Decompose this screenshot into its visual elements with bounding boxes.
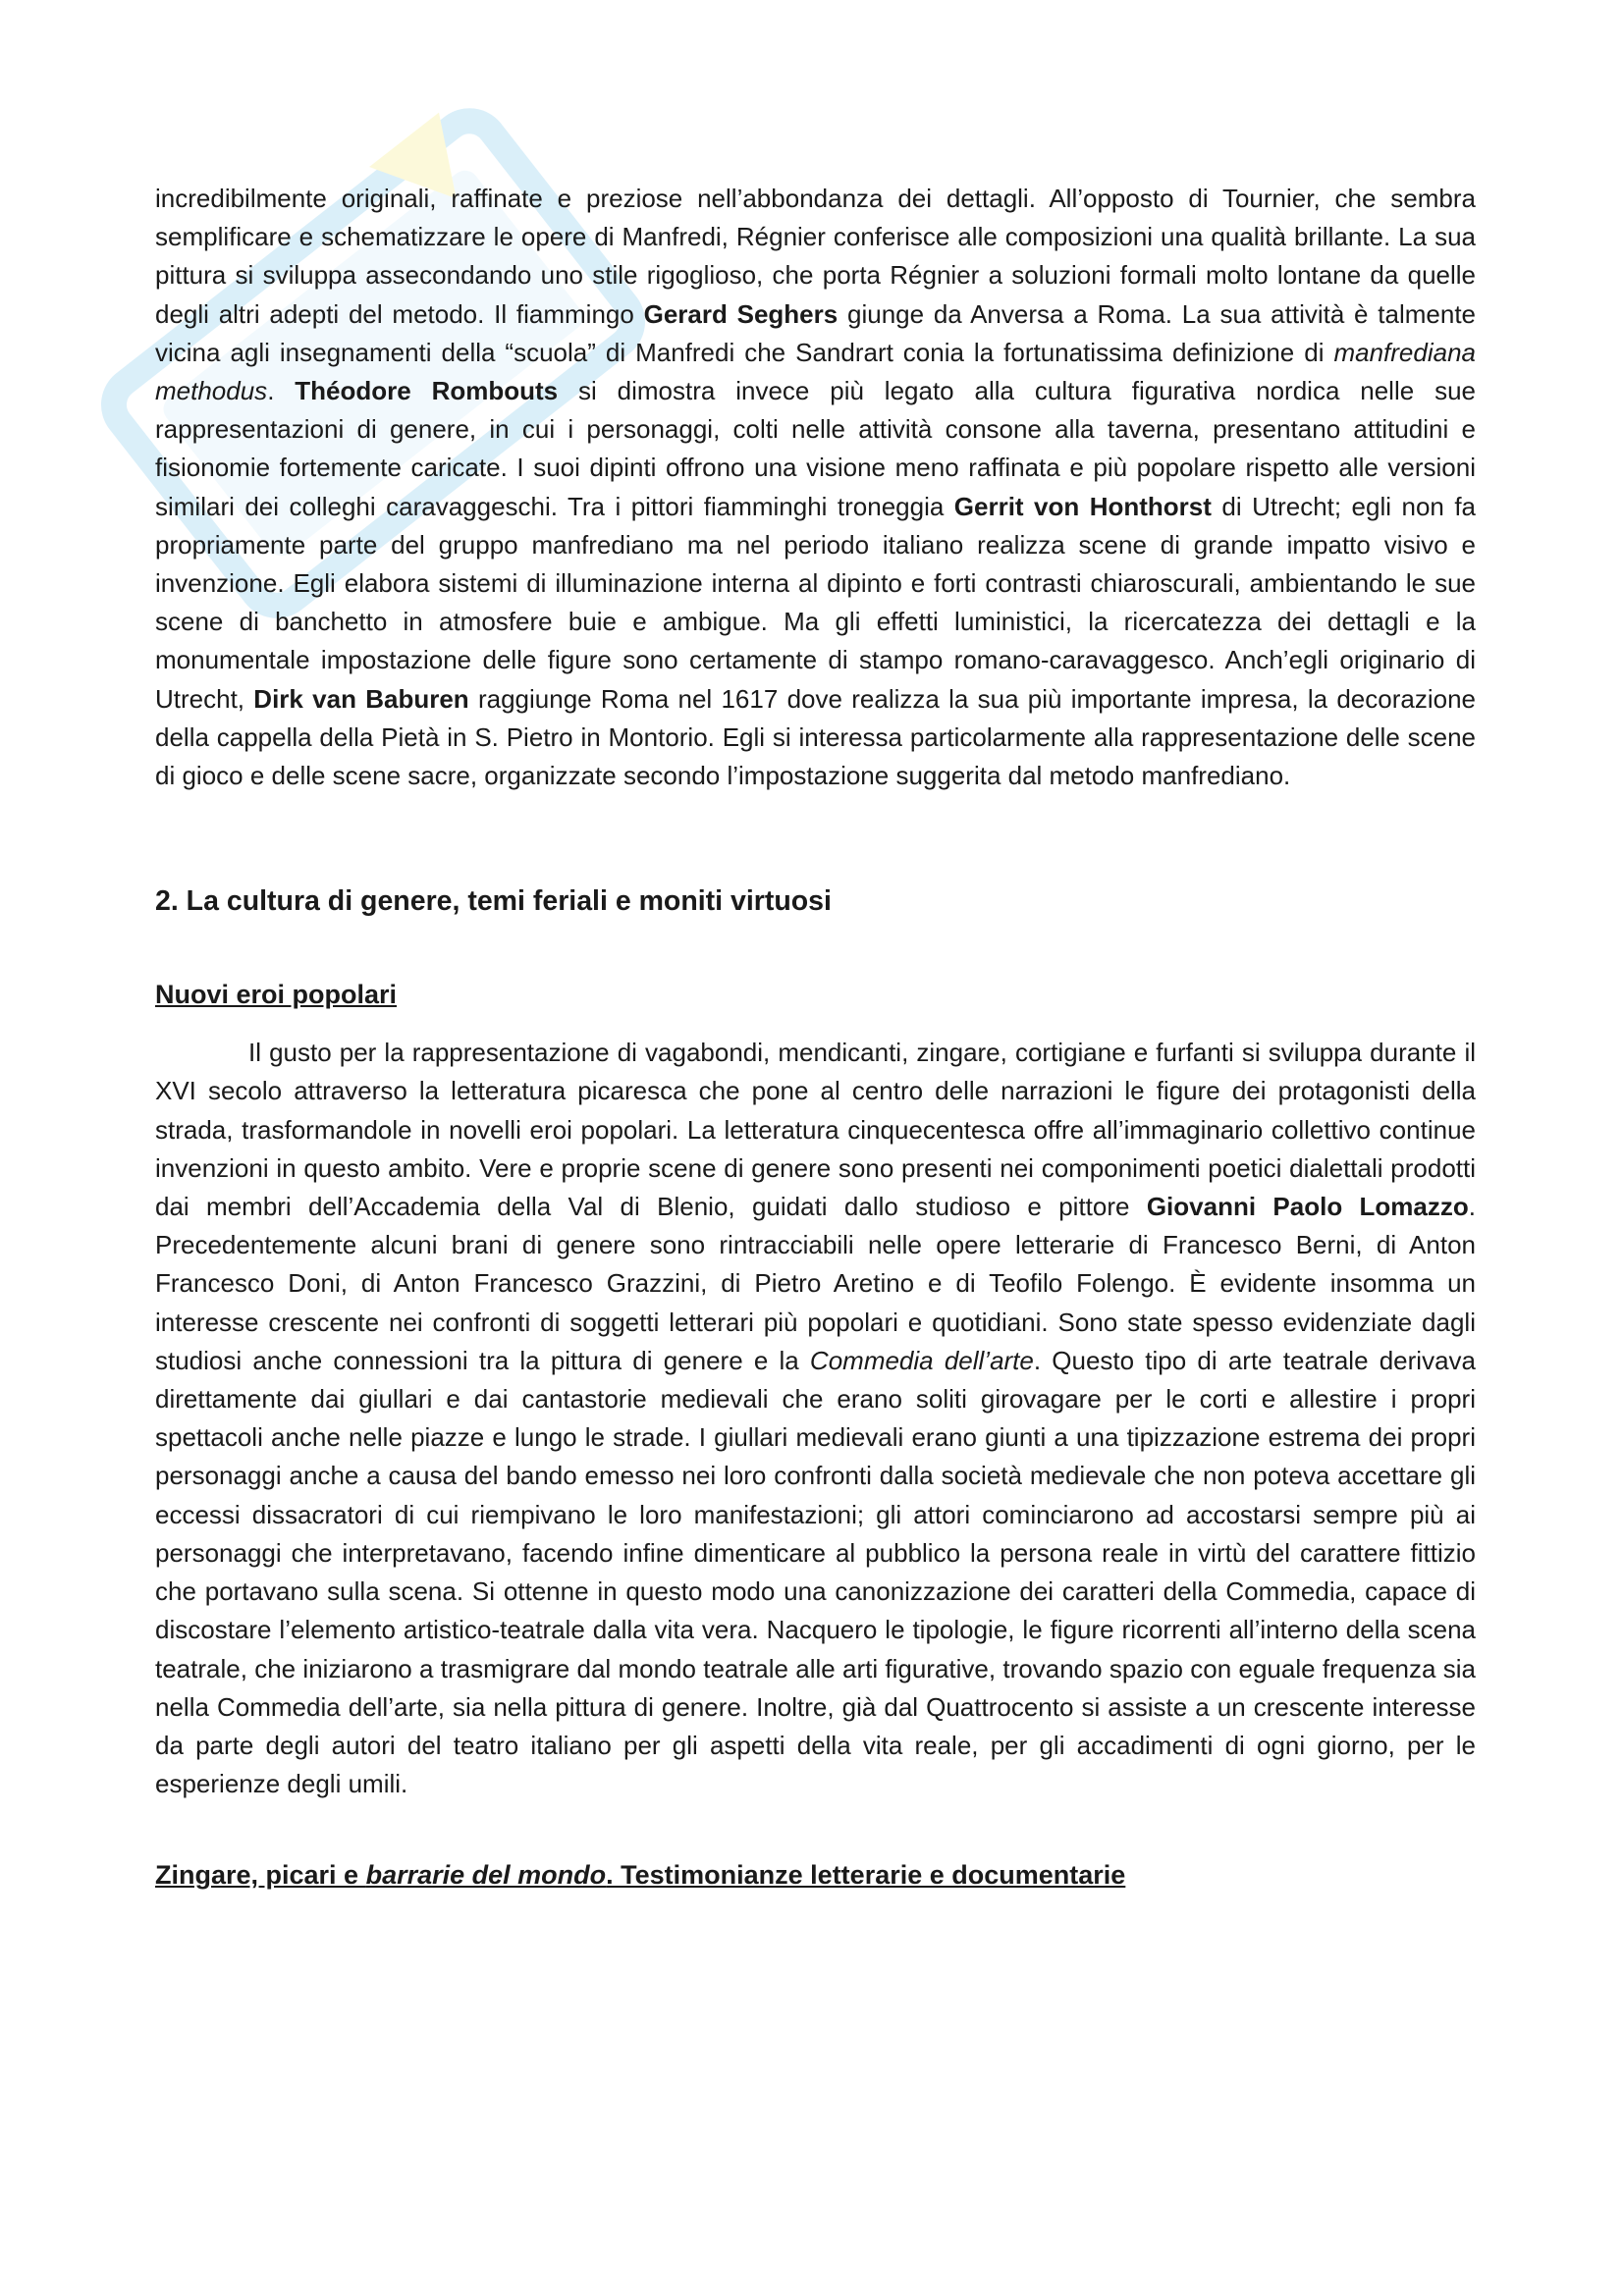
text-run: . Precedentemente alcuni brani di genere sono rintracciabili nelle opere letterarie di Francesco Berni, di Anton Francesco Doni, di Anton Francesco Grazzini, di Pietro Aretino e di Teofilo Folengo. È evidente insomma un interesse crescente nei confronti di soggetti letterari più popolari e quotidiani. Sono state spesso evidenziate dagli studiosi anche connessioni tra la pittura di genere e la: [155, 1192, 1477, 1375]
subsection-heading-zingare: [155, 1860, 1476, 1891]
text-run: di Utrecht; egli non fa propriamente parte del gruppo manfrediano ma nel periodo italiano realizza scene di grande impatto visivo e invenzione. Egli elabora sistemi di illuminazione interna al dipinto e forti contrasti chiaroscurali, ambientando le sue scene di banchetto in atmosfere buie e ambigue. Ma gli effetti luministici, la ricercatezza dei dettagli e la monumentale impostazione delle figure sono certamente di stampo romano-caravaggesco. Anch’egli originario di Utrecht,: [155, 491, 1476, 714]
text-run: .: [267, 376, 296, 406]
paragraph-nuovi-eroi: [155, 1034, 1476, 1803]
document-page: [155, 180, 1476, 1891]
paragraph-painters: [155, 180, 1476, 795]
text-run: si dimostra invece più legato alla cultura figurativa nordica nelle sue rappresentazioni di genere, in cui i personaggi, colti nelle attività consone alla taverna, presentano attitudini e fisionomie fortemente caricate. I suoi dipinti offrono una visione meno raffinata e più popolare rispetto alle versioni similari dei colleghi caravaggeschi. Tra i pittori fiamminghi troneggia: [155, 376, 1476, 521]
name-gerard-seghers: Gerard Seghers: [643, 298, 839, 329]
name-dirk-van-baburen: Dirk van Baburen: [253, 683, 469, 714]
term-manfrediana-methodus: manfrediana methodus: [155, 337, 1476, 406]
subsection-heading-nuovi-eroi: Nuovi eroi popolari: [155, 980, 398, 1010]
term-commedia-dellarte: Commedia dell’arte: [809, 1345, 1034, 1375]
name-theodore-rombouts: Théodore Rombouts: [295, 376, 559, 406]
text-run: incredibilmente originali, raffinate e preziose nell’abbondanza dei dettagli. All’opposto di Tournier, che sembra semplificare e schematizzare le opere di Manfredi, Régnier conferisce alle composizioni una qualità brillante. La sua pittura si sviluppa assecondando uno stile rigoglioso, che porta Régnier a soluzioni formali molto lontane da quelle degli altri adepti del metodo. Il fiammingo: [155, 184, 1476, 329]
section-heading: 2. La cultura di genere, temi feriali e moniti virtuosi: [155, 885, 832, 918]
text-run: raggiunge Roma nel 1617 dove realizza la sua più importante impresa, la decorazione della cappella della Pietà in S. Pietro in Montorio. Egli si interessa particolarmente alla rappresentazione delle scene di gioco e delle scene sacre, organizzate secondo l’impostazione suggerita dal metodo manfrediano.: [155, 683, 1476, 791]
heading-run: Zingare, picari e: [155, 1860, 366, 1891]
heading-italic-run: barrarie del mondo: [365, 1860, 607, 1891]
text-run: giunge da Anversa a Roma. La sua attività è talmente vicina agli insegnamenti della “scuola” di Manfredi che Sandrart conia la fortunatissima definizione di: [155, 298, 1477, 367]
heading-run: . Testimonianze letterarie e documentarie: [606, 1860, 1126, 1891]
text-run: Il gusto per la rappresentazione di vagabondi, mendicanti, zingare, cortigiane e furfanti si sviluppa durante il XVI secolo attraverso la letteratura picaresca che pone al centro delle narrazioni le figure dei protagonisti della strada, trasformandole in novelli eroi popolari. La letteratura cinquecentesca offre all’immaginario collettivo continue invenzioni in questo ambito. Vere e proprie scene di genere sono presenti nei componimenti poetici dialettali prodotti dai membri dell’Accademia della Val di Blenio, guidati dallo studioso e pittore: [155, 1038, 1476, 1222]
text-run: . Questo tipo di arte teatrale derivava direttamente dai giullari e dai cantastorie medievali che erano soliti girovagare per le corti e allestire i propri spettacoli anche nelle piazze e lungo le strade. I giullari medievali erano giunti a una tipizzazione estrema dei propri personaggi anche a causa del bando emesso nei loro confronti dalla società medievale che non poteva accettare gli eccessi dissacratori di cui riempivano le loro manifestazioni; gli attori cominciarono ad accostarsi sempre più ai personaggi che interpretavano, facendo infine dimenticare al pubblico la persona reale in virtù del carattere fittizio che portavano sulla scena. Si ottenne in questo modo una canonizzazione dei caratteri della Commedia, capace di discostare l’elemento artistico-teatrale dalla vita vera. Nacquero le tipologie, le figure ricorrenti all’interno della scena teatrale, che iniziarono a trasmigrare dal mondo teatrale alle arti figurative, trovando spazio con eguale frequenza sia nella Commedia dell’arte, sia nella pittura di genere. Inoltre, già dal Quattrocento si assiste a un crescente interesse da parte degli autori del teatro italiano per gli aspetti della vita reale, per gli accadimenti di ogni giorno, per le esperienze degli umili.: [155, 1345, 1477, 1799]
name-gerrit-von-honthorst: Gerrit von Honthorst: [953, 491, 1212, 521]
name-lomazzo: Giovanni Paolo Lomazzo: [1146, 1192, 1469, 1222]
